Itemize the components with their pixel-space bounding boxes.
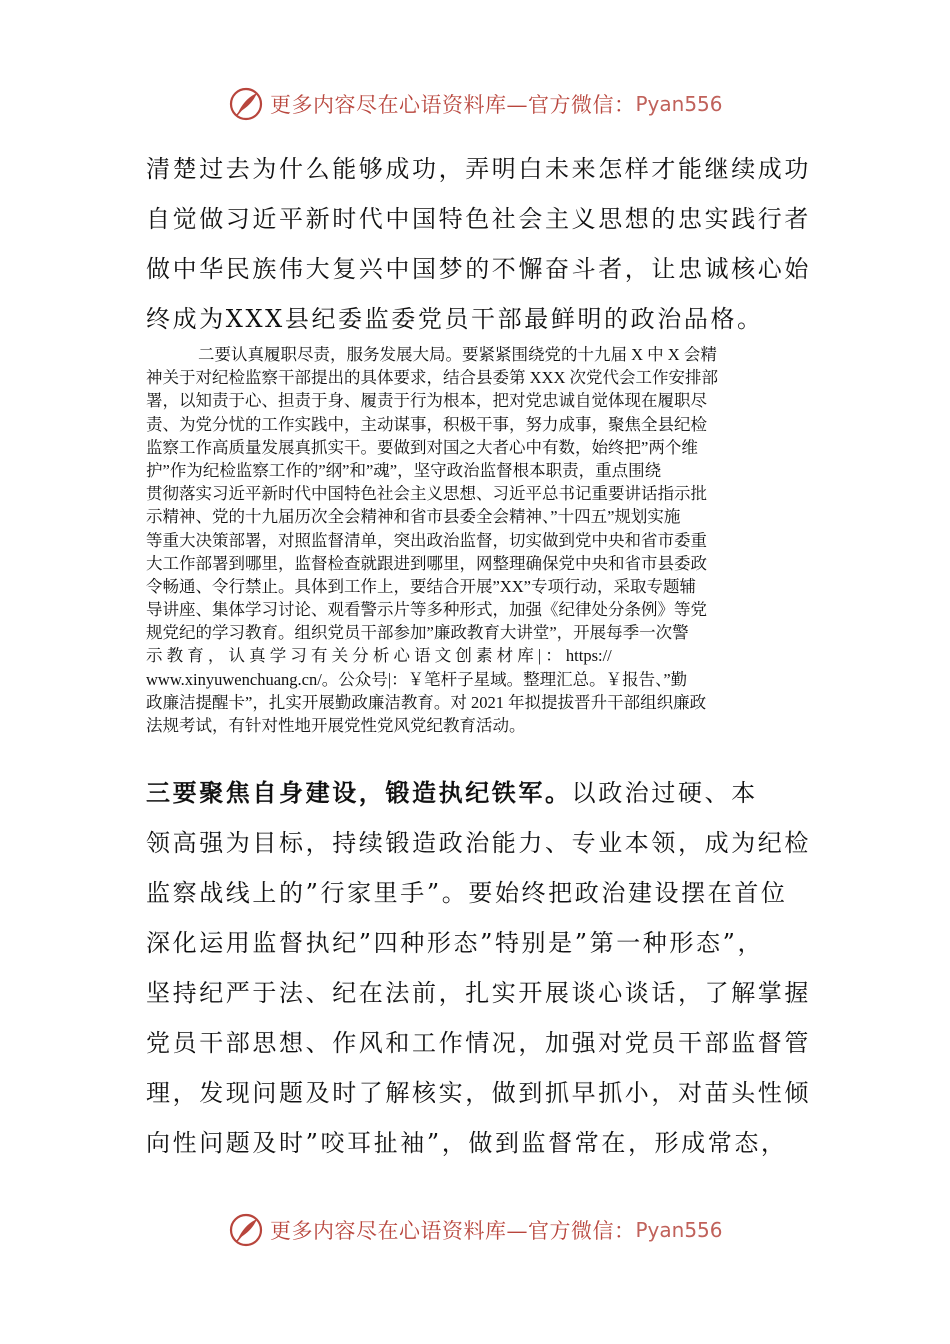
banner-text: 更多内容尽在心语资料库—官方微信： bbox=[270, 93, 636, 117]
banner-wechat-id: Pyan556 bbox=[635, 1218, 723, 1242]
text-line: 导讲座、集体学习讨论、观看警示片等多种形式，加强《纪律处分条例》等党 bbox=[146, 600, 707, 620]
text-line: 终成为XXX县纪委监委党员干部最鲜明的政治品格。 bbox=[146, 305, 764, 333]
text-line: 党员干部思想、作风和工作情况，加强对党员干部监督管 bbox=[146, 1029, 811, 1057]
paragraph-1 bbox=[146, 144, 811, 344]
header-banner bbox=[228, 84, 748, 124]
text-line: 神关于对纪检监察干部提出的具体要求，结合县委第 XXX 次党代会工作安排部 bbox=[146, 368, 718, 388]
text-line: 护”作为纪检监察工作的”纲”和”魂”，坚守政治监督根本职责，重点围绕 bbox=[146, 460, 662, 480]
text-line: 责、为党分忧的工作实践中，主动谋事，积极干事，努力成事，聚焦全县纪检 bbox=[146, 414, 707, 434]
text-line: 领高强为目标，持续锻造政治能力、专业本领，成为纪检 bbox=[146, 829, 811, 857]
text-line: 理，发现问题及时了解核实，做到抓早抓小，对苗头性倾 bbox=[146, 1079, 811, 1107]
text-line: 贯彻落实习近平新时代中国特色社会主义思想、习近平总书记重要讲话指示批 bbox=[146, 484, 707, 504]
text-line: 二要认真履职尽责，服务发展大局。要紧紧围绕党的十九届 X 中 X 会精 bbox=[198, 345, 717, 364]
text-line: 规党纪的学习教育。组织党员干部参加”廉政教育大讲堂”，开展每季一次警 bbox=[146, 623, 689, 643]
text-line: 示精神、党的十九届历次全会精神和省市县委全会精神、”十四五”规划实施 bbox=[146, 507, 681, 527]
text-line: 深化运用监督执纪”四种形态”特别是”第一种形态”， bbox=[146, 929, 765, 957]
text-line: 监察工作高质量发展真抓实干。要做到对国之大者心中有数，始终把”两个维 bbox=[146, 437, 698, 457]
text-line: 等重大决策部署，对照监督清单，突出政治监督，切实做到党中央和省市委重 bbox=[146, 530, 707, 550]
text-line: 署，以知责于心、担责于身、履责于行为根本，把对党忠诚自觉体现在履职尽 bbox=[146, 391, 707, 411]
paragraph-3 bbox=[146, 768, 811, 1168]
text-fragment: 以政治过硬、本 bbox=[571, 779, 758, 807]
text-line: 监察战线上的”行家里手”。要始终把政治建设摆在首位 bbox=[146, 879, 788, 907]
text-line: 坚持纪严于法、纪在法前，扎实开展谈心谈话，了解掌握 bbox=[146, 979, 811, 1007]
text-line: 大工作部署到哪里，监督检查就跟进到哪里，网整理确保党中央和省市县委政 bbox=[146, 553, 707, 573]
text-line: www.xinyuwenchuang.cn/。公众号|：￥笔杆子星域。整理汇总。￥报告、”勤 bbox=[146, 669, 688, 689]
text-line: 自觉做习近平新时代中国特色社会主义思想的忠实践行者 bbox=[146, 205, 811, 233]
quill-logo-icon bbox=[228, 1212, 264, 1248]
text-line: 示 教 育 ， 认 真 学 习 有 关 分 析 心 语 文 创 素 材 库 | ： https:// bbox=[146, 646, 612, 666]
banner-wechat-id: Pyan556 bbox=[635, 92, 723, 116]
paragraph-2 bbox=[146, 343, 806, 737]
footer-banner bbox=[228, 1210, 748, 1250]
text-line: 向性问题及时”咬耳扯袖”，做到监督常在，形成常态， bbox=[146, 1129, 788, 1157]
quill-logo-icon bbox=[228, 86, 264, 122]
text-line: 清楚过去为什么能够成功，弄明白未来怎样才能继续成功 bbox=[146, 155, 811, 183]
text-line: 政廉洁提醒卡”，扎实开展勤政廉洁教育。对 2021 年拟提拔晋升干部组织廉政 bbox=[146, 692, 707, 712]
banner-text: 更多内容尽在心语资料库—官方微信： bbox=[270, 1219, 636, 1243]
text-line bbox=[146, 768, 806, 818]
text-line: 令畅通、令行禁止。具体到工作上，要结合开展”XX”专项行动，采取专题辅 bbox=[146, 576, 696, 596]
text-line: 做中华民族伟大复兴中国梦的不懈奋斗者，让忠诚核心始 bbox=[146, 255, 811, 283]
paragraph-heading: 三要聚焦自身建设，锻造执纪铁军。 bbox=[146, 778, 572, 807]
text-line: 法规考试，有针对性地开展党性党风党纪教育活动。 bbox=[146, 716, 526, 735]
